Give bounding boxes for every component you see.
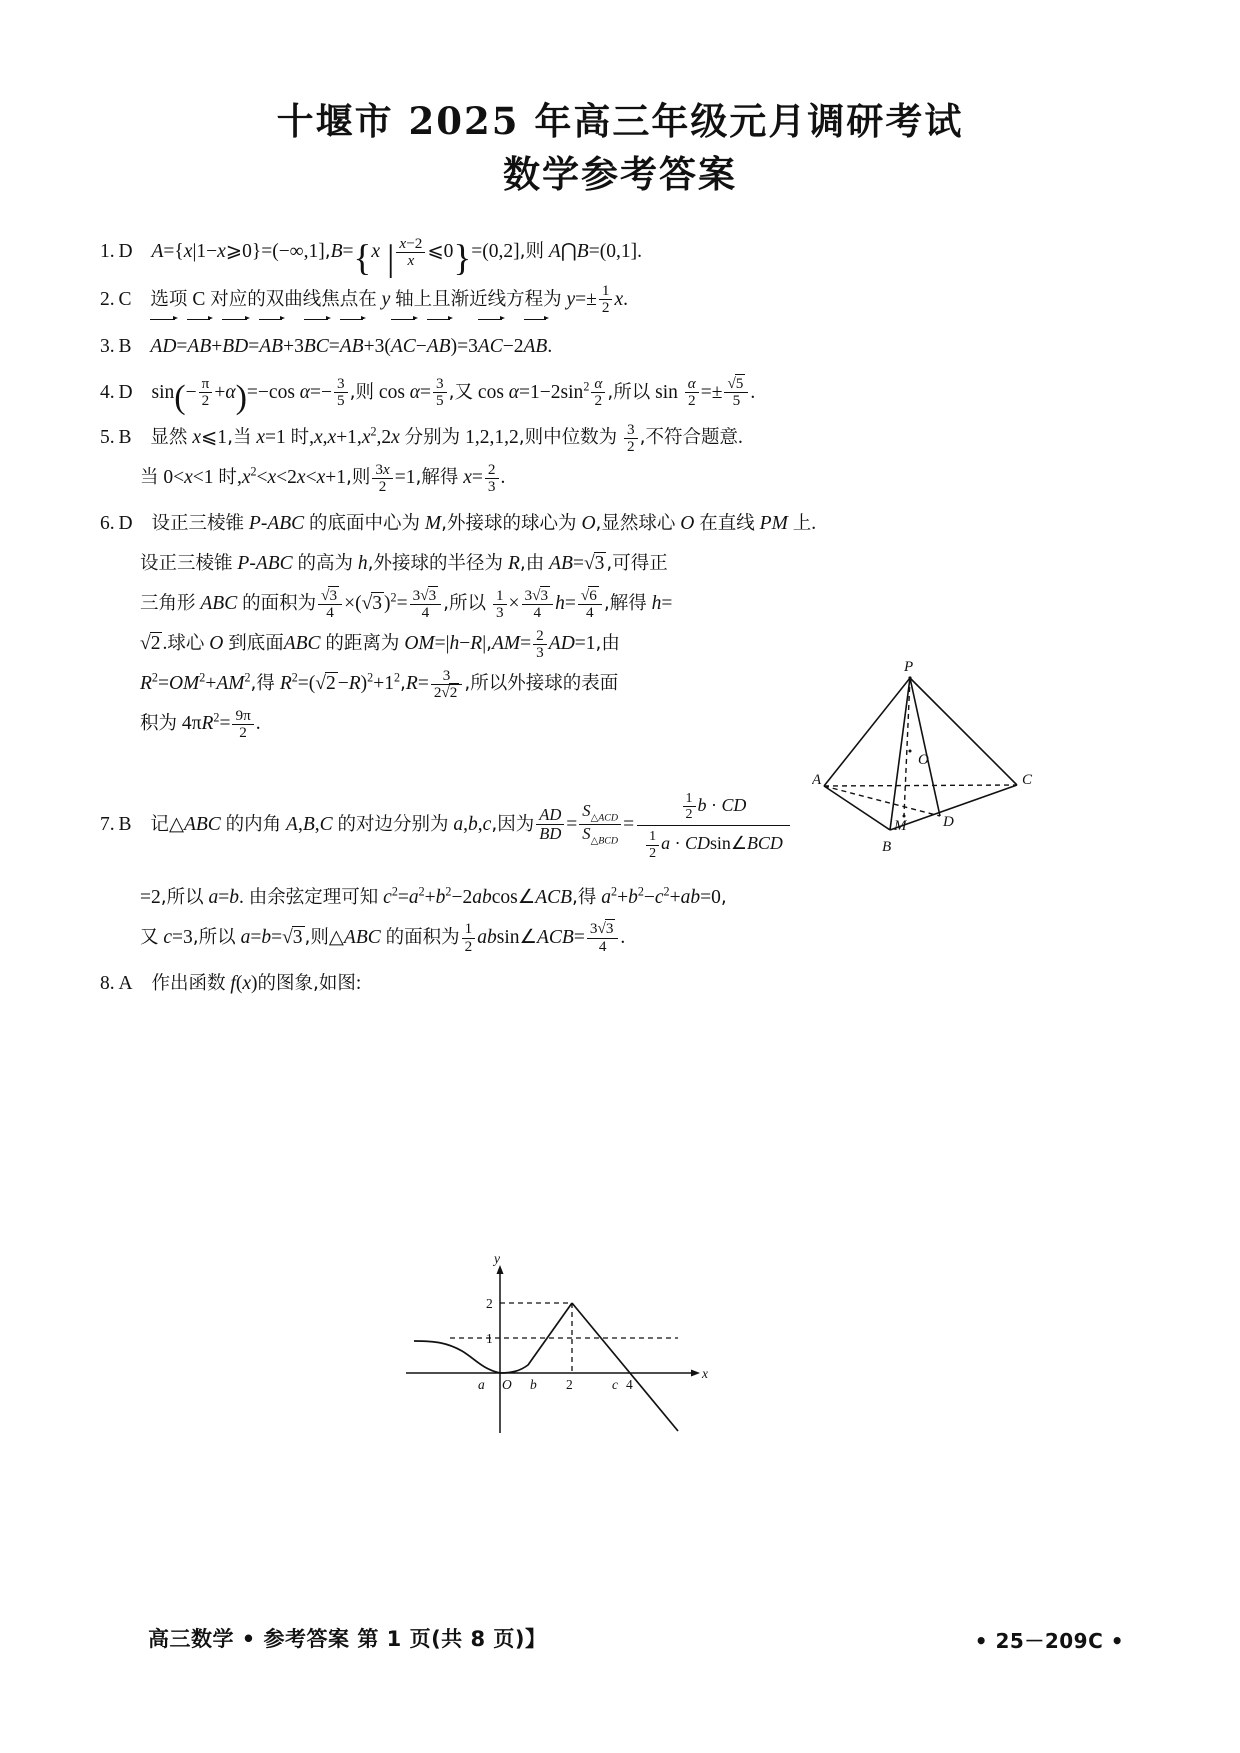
answer-number-1: 1. D	[100, 241, 133, 263]
axis-label-y: y	[494, 1255, 500, 1266]
page-footer	[0, 1623, 1240, 1657]
label-P: P	[904, 659, 914, 675]
xtick-2: 2	[566, 1377, 573, 1392]
answer-item-3: 3. B AD= AB+ BD= AB+3 BC= AB+3( AC− AB)=3 AC−2 AB.	[100, 326, 1152, 367]
answer-number-5: 5. B	[100, 427, 132, 449]
answer-item-4: 4. D sin(− $\frac{\pi}{2}$ +α)=−cos α=− $\frac{3}{5}$ ,则 cos α= $\frac{3}{5}$ ,又 $\cos \alpha=1-2\sin^2$ $\frac{\alpha}{2}$ ,所以 sin $\frac{\alpha}{2}$ =± $\frac{√5}{5}$ .	[100, 375, 756, 416]
answer-item-5: 5. B 显然 x⩽1,当 x=1 时$,x,x+1,x^2,2x$ 分别为 1,2,1,2,则中位数为 $\frac{3}{2}$ ,不符合题意. 当 0<x<1 时$,x^2<x<2x<x+1$,则 $\frac{3x}{2}$ =1,解得 x= $\frac{2}{3}$ .	[100, 420, 743, 496]
tetrahedron-figure	[812, 658, 1132, 888]
xtick-b: b	[530, 1377, 537, 1392]
title-line-1: 十堰市 2025 年高三年级元月调研考试	[276, 99, 964, 143]
label-M: M	[894, 818, 907, 834]
label-D: D	[943, 814, 954, 830]
axis-label-x: x	[702, 1366, 708, 1381]
answer-item-8: 8. A 作出函数 f(x)的图象,如图:	[100, 972, 362, 994]
xtick-c: c	[612, 1377, 618, 1392]
xtick-a: a	[478, 1377, 485, 1392]
xtick-O: O	[502, 1377, 512, 1392]
footer-page-code: • 25－209C •	[974, 1629, 1124, 1653]
label-B: B	[882, 839, 892, 855]
answer-item-6: 6. D 设正三棱锥 P-ABC 的底面中心为 M,外接球的球心为 O,显然球心 O 在直线 PM 上. 设正三棱锥 P-ABC 的高为 h,外接球的半径为 R,由 AB=√3 ,可得正 三角形 ABC 的面积为 $\frac{√3}{4}$ ×(√3 )$^2$= $\frac{3√3}{4}$ ,所以 $\frac{1}{3}$ × $\frac{3√3}{4}$ h= $\frac{√6}{4}$ ,解得 h= √2 .球心 O 到底面ABC 的距离为 OM=|h−R|,AM= $\frac{2}{3}$ AD=1,由 $R^2=OM^2+AM^2$,得 $R^2=(√2 -R)^2+1^2,R=$ $\frac{3}{2√2}$ ,所以外接球的表面 积为 $4\pi R^2=$ $\frac{9\pi}{2}$ .	[100, 513, 817, 742]
ytick-1: 1	[486, 1331, 493, 1346]
answer-number-2: 2. C	[100, 288, 132, 310]
answer-number-8: 8. A	[100, 972, 133, 994]
answer-number-7: 7. B	[100, 814, 132, 836]
function-graph-svg	[390, 1255, 730, 1445]
label-A: A	[812, 772, 822, 788]
answer-number-4: 4. D	[100, 381, 133, 403]
page-title	[0, 0, 1240, 198]
answer-number-3: 3. B	[100, 335, 132, 357]
ytick-2: 2	[486, 1296, 493, 1311]
label-C: C	[1022, 772, 1033, 788]
answer-item-7: 7. B 记△ABC 的内角 A,B,C 的对边分别为 a,b,c,因为 $\frac{AD}{BD}$ = $\frac{S_{\triangle ACD}}{S_{\triangle BCD}}$ = $\frac{1}{2}$ b · CD $\frac{1}{2}$ a · CDsin∠BCD =2,所以 a=b. 由余弦定理可知 $c^2=a^2+b^2-2abcos\angle ACB$,得 $a^2+b^2-c^2+ab=0$, 又 c=3,所以 a=b=√3 ,则△ABC 的面积为 $\frac{1}{2}$ absin∠ACB= $\frac{3√3}{4}$ .	[100, 790, 1152, 957]
title-line-2: 数学参考答案	[503, 152, 737, 197]
tetrahedron-svg	[812, 658, 1132, 888]
answer-item-2: 2. C 选项 C 对应的双曲线焦点在 y 轴上且渐近线方程为 y=± $\frac{1}{2}$ x.	[100, 282, 629, 317]
xtick-4: 4	[626, 1377, 633, 1392]
function-graph-figure	[390, 1255, 730, 1445]
answer-item-1: 1. D A={x|1−x⩾0}=(−∞,1],B={x | $\frac{x-2}{x}$ ⩽0}=(0,2],则 A⋂B=(0,1].	[100, 234, 642, 279]
footer-center-text: 高三数学 • 参考答案 第 1 页(共 8 页)】	[148, 1627, 547, 1651]
answer-number-6: 6. D	[100, 513, 133, 535]
label-O: O	[918, 752, 929, 768]
